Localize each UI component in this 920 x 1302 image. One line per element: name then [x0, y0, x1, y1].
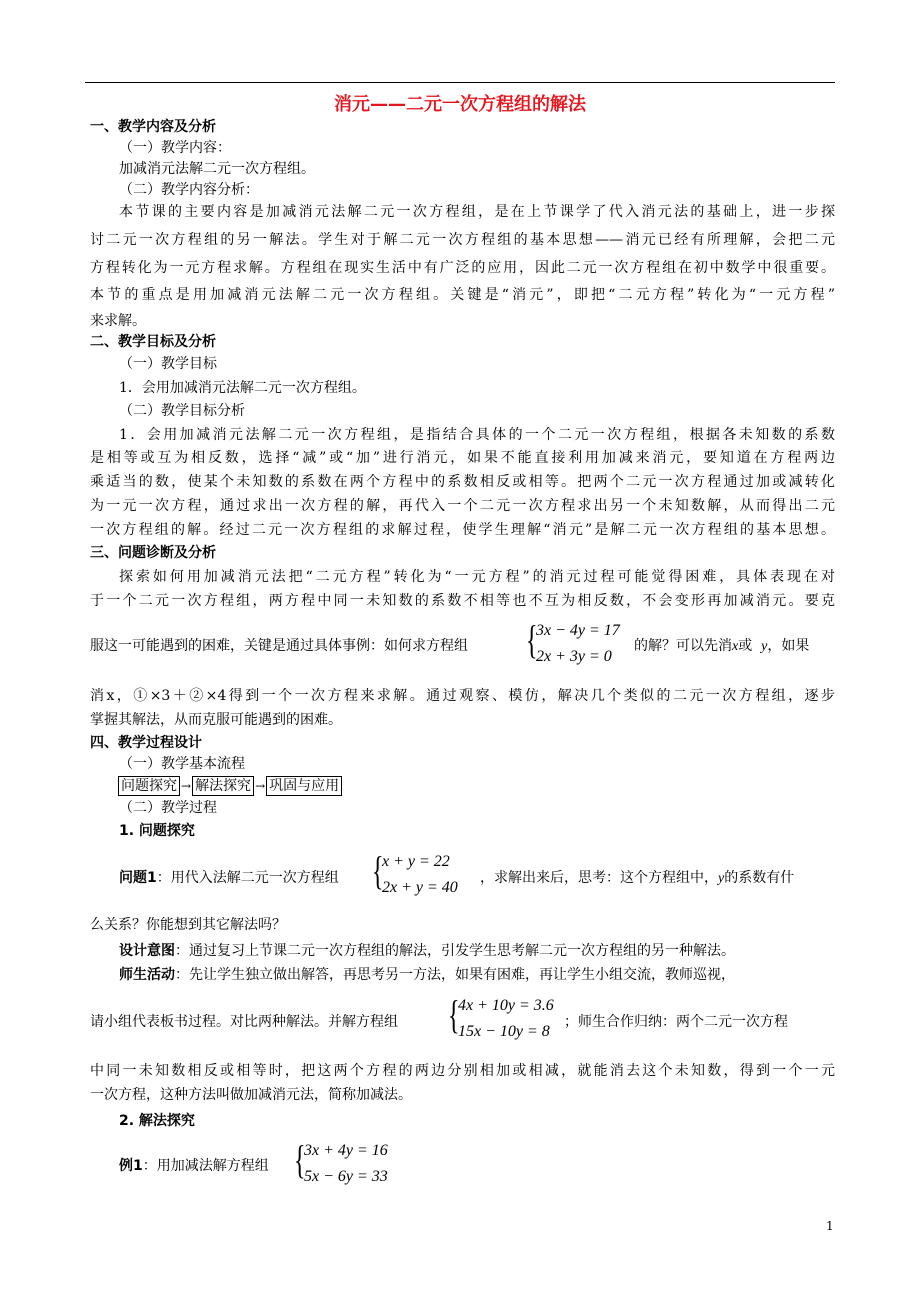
s3-text: ，如果 — [767, 638, 810, 654]
s2-p1-line4: 为一元一次方程，通过求出一次方程的解，再代入一个二元一次方程求出另一个未知数解，从而得出二元 — [90, 498, 835, 514]
activity-line3: 中同一未知数相反或相等时，把这两个方程的两边分别相加或相减，就能消去这个未知数，得到一个一元 — [90, 1063, 835, 1079]
var-x: x — [732, 639, 739, 654]
equation-line: x + y = 22 — [382, 853, 450, 870]
s1-p1-line2: 讨二元一次方程组的另一解法。学生对于解二元一次方程组的基本思想——消元已经有所理解，会把二元 — [90, 232, 835, 248]
s3-line4: 消x，①×3＋②×4得到一个一次方程来求解。通过观察、模仿，解决几个类似的二元一次方程组，逐步 — [90, 688, 835, 704]
arrow-right-icon: → — [181, 779, 192, 793]
s2-p1-line5: 一次方程组的解。经过二元一次方程组的求解过程，使学生理解“消元”是解二元一次方程组的基本思想。 — [90, 522, 835, 538]
section-3-heading: 三、问题诊断及分析 — [90, 545, 216, 561]
question-1-cont — [480, 869, 794, 888]
question-1-text: 的系数有什 — [724, 870, 795, 886]
question-1-label: 问题1 — [119, 870, 157, 886]
section-2-sub1: （一）教学目标 — [119, 356, 217, 372]
part-2-heading: 2. 解法探究 — [119, 1113, 195, 1129]
flow-step: 问题探究 — [118, 776, 180, 796]
section-4-sub2: （二）教学过程 — [119, 800, 217, 816]
var-y: y — [718, 871, 725, 886]
question-1-text: ：用代入法解二元一次方程组 — [156, 870, 339, 886]
equation-line: 15x − 10y = 8 — [458, 1023, 550, 1040]
brace-symbol: { — [526, 617, 538, 662]
design-intent — [119, 942, 735, 960]
flow-step: 巩固与应用 — [266, 776, 342, 796]
s1-p1-line3: 方程转化为一元方程求解。方程组在现实生活中有广泛的应用，因此二元一次方程组在初中数学中很重要。 — [90, 260, 835, 276]
activity-line1 — [119, 966, 735, 984]
example-1-text: ：用加减法解方程组 — [142, 1158, 269, 1174]
s1-p1-line4: 本节的重点是用加减消元法解二元一次方程组。关键是“消元”，即把“二元方程”转化为“一元方程” — [90, 287, 835, 303]
example-1 — [119, 1157, 269, 1175]
equation-line: 3x − 4y = 17 — [536, 622, 620, 639]
brace-symbol: { — [372, 848, 384, 893]
s3-line3-mid — [634, 637, 809, 656]
header-rule — [85, 82, 835, 83]
section-1-content: 加减消元法解二元一次方程组。 — [119, 161, 315, 177]
equation-line: 3x + 4y = 16 — [304, 1142, 388, 1159]
section-1-heading: 一、教学内容及分析 — [90, 119, 216, 135]
question-1 — [119, 869, 339, 887]
equation-line: 5x − 6y = 33 — [304, 1168, 388, 1185]
brace-symbol: { — [294, 1137, 306, 1182]
design-intent-text: ：通过复习上节课二元一次方程组的解法，引发学生思考解二元一次方程组的另一种解法。 — [175, 943, 735, 959]
brace-symbol: { — [448, 992, 460, 1037]
activity-line4: 一次方程，这种方法叫做加减消元法，简称加减法。 — [90, 1087, 412, 1103]
s2-p1-line3: 乘适当的数，使某个未知数的系数在两个方程中的系数相反或相等。把两个二元一次方程通过加或减转化 — [90, 474, 835, 490]
section-4-sub1: （一）教学基本流程 — [119, 756, 245, 772]
arrow-right-icon: → — [255, 779, 266, 793]
var-y: y — [761, 639, 768, 654]
activity-label: 师生活动 — [119, 967, 175, 983]
s2-p1-line1: 1．会用加减消元法解二元一次方程组，是指结合具体的一个二元一次方程组，根据各未知数的系数 — [119, 427, 835, 443]
question-1-text: ，求解出来后，思考：这个方程组中， — [480, 870, 718, 886]
s3-line3-start: 服这一可能遇到的困难，关键是通过具体事例：如何求方程组 — [90, 638, 468, 654]
flowchart — [118, 776, 342, 796]
s3-line5: 掌握其解法，从而克服可能遇到的困难。 — [90, 712, 342, 728]
equation-line: 2x + 3y = 0 — [536, 648, 612, 665]
section-4-heading: 四、教学过程设计 — [90, 735, 202, 751]
s1-p1-line5: 来求解。 — [90, 313, 146, 329]
section-2-sub2: （二）教学目标分析 — [119, 403, 245, 419]
part-1-heading: 1. 问题探究 — [119, 823, 195, 839]
s3-line1: 探索如何用加减消元法把“二元方程”转化为“一元方程”的消元过程可能觉得困难，具体表现在对 — [119, 569, 835, 585]
s2-p1-line2: 是相等或互为相反数，选择“减”或“加”进行消元，如果不能直接利用加减来消元，要知道在方程两边 — [90, 450, 835, 466]
activity-line2: 请小组代表板书过程。对比两种解法。并解方程组 — [90, 1014, 398, 1030]
document-title: 消元——二元一次方程组的解法 — [334, 94, 586, 115]
section-1-sub2: （二）教学内容分析： — [119, 182, 259, 198]
example-1-label: 例1 — [119, 1158, 143, 1174]
question-1-end: 么关系？你能想到其它解法吗？ — [90, 917, 286, 933]
activity-line2-cont: ；师生合作归纳：两个二元一次方程 — [564, 1014, 788, 1030]
activity-text: ：先让学生独立做出解答，再思考另一方法，如果有困难，再让学生小组交流，教师巡视， — [175, 967, 735, 983]
s3-text: 或 — [738, 638, 753, 654]
s1-p1-line1: 本节课的主要内容是加减消元法解二元一次方程组，是在上节课学了代入消元法的基础上，进一步探 — [119, 204, 835, 220]
s3-line2: 于一个二元一次方程组，两方程中同一未知数的系数不相等也不互为相反数，不会变形再加减消元。要克 — [90, 593, 835, 609]
s3-text: 的解？可以先消 — [634, 638, 732, 654]
equation-line: 4x + 10y = 3.6 — [458, 997, 554, 1014]
section-1-sub1: （一）教学内容： — [119, 140, 231, 156]
page-number: 1 — [826, 1219, 834, 1233]
design-intent-label: 设计意图 — [119, 943, 175, 959]
flow-step: 解法探究 — [192, 776, 254, 796]
section-2-goal: 1．会用加减消元法解二元一次方程组。 — [119, 380, 366, 396]
section-2-heading: 二、教学目标及分析 — [90, 334, 216, 350]
equation-line: 2x + y = 40 — [382, 879, 458, 896]
